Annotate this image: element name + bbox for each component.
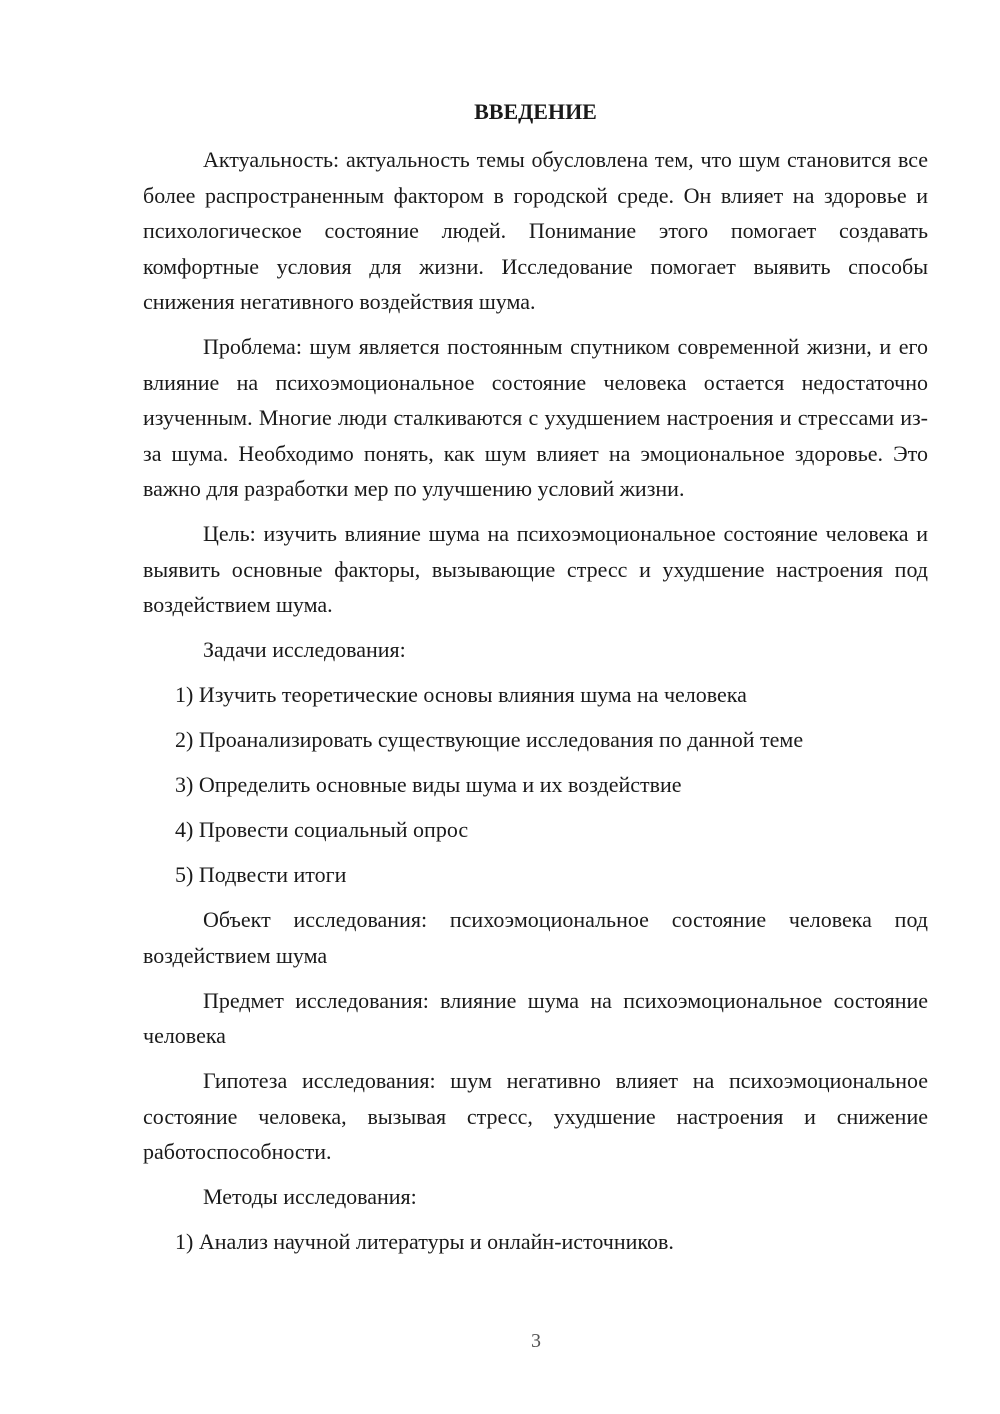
task-item: 3) Определить основные виды шума и их воздействие <box>175 772 682 797</box>
section-title: ВВЕДЕНИЕ <box>474 99 597 124</box>
paragraph-subject: Предмет исследования: влияние шума на психоэмоциональное состояние человека <box>143 987 928 1048</box>
tasks-heading: Задачи исследования: <box>203 637 406 662</box>
task-item: 4) Провести социальный опрос <box>175 817 469 842</box>
task-item: 5) Подвести итоги <box>175 862 347 887</box>
paragraph-hypothesis: Гипотеза исследования: шум негативно влияет на психоэмоциональное состояние человека, вызывая стресс, ухудшение настроения и снижение работоспособности. <box>143 1068 928 1164</box>
method-item: 1) Анализ научной литературы и онлайн-источников. <box>175 1229 674 1254</box>
paragraph-goal: Цель: изучить влияние шума на психоэмоциональное состояние человека и выявить основные факторы, вызывающие стресс и ухудшение настроения под воздействием шума. <box>143 521 928 617</box>
paragraph-relevance: Актуальность: актуальность темы обусловлена тем, что шум становится все более распространенным фактором в городской среде. Он влияет на здоровье и психологическое состояние людей. Понимание этого помогает создавать комфортные условия для жизни. Исследование помогает выявить способы снижения негативного воздействия шума. <box>143 147 928 314</box>
page-number: 3 <box>531 1330 541 1352</box>
task-item: 1) Изучить теоретические основы влияния шума на человека <box>175 682 747 707</box>
methods-heading: Методы исследования: <box>203 1184 417 1209</box>
task-item: 2) Проанализировать существующие исследования по данной теме <box>175 727 804 752</box>
page-content <box>143 94 928 1269</box>
paragraph-problem: Проблема: шум является постоянным спутником современной жизни, и его влияние на психоэмоциональное состояние человека остается недостаточно изученным. Многие люди сталкиваются с ухудшением настроения и стрессами из-за шума. Необходимо понять, как шум влияет на эмоциональное здоровье. Это важно для разработки мер по улучшению условий жизни. <box>143 334 928 501</box>
paragraph-object: Объект исследования: психоэмоциональное состояние человека под воздействием шума <box>143 907 928 968</box>
